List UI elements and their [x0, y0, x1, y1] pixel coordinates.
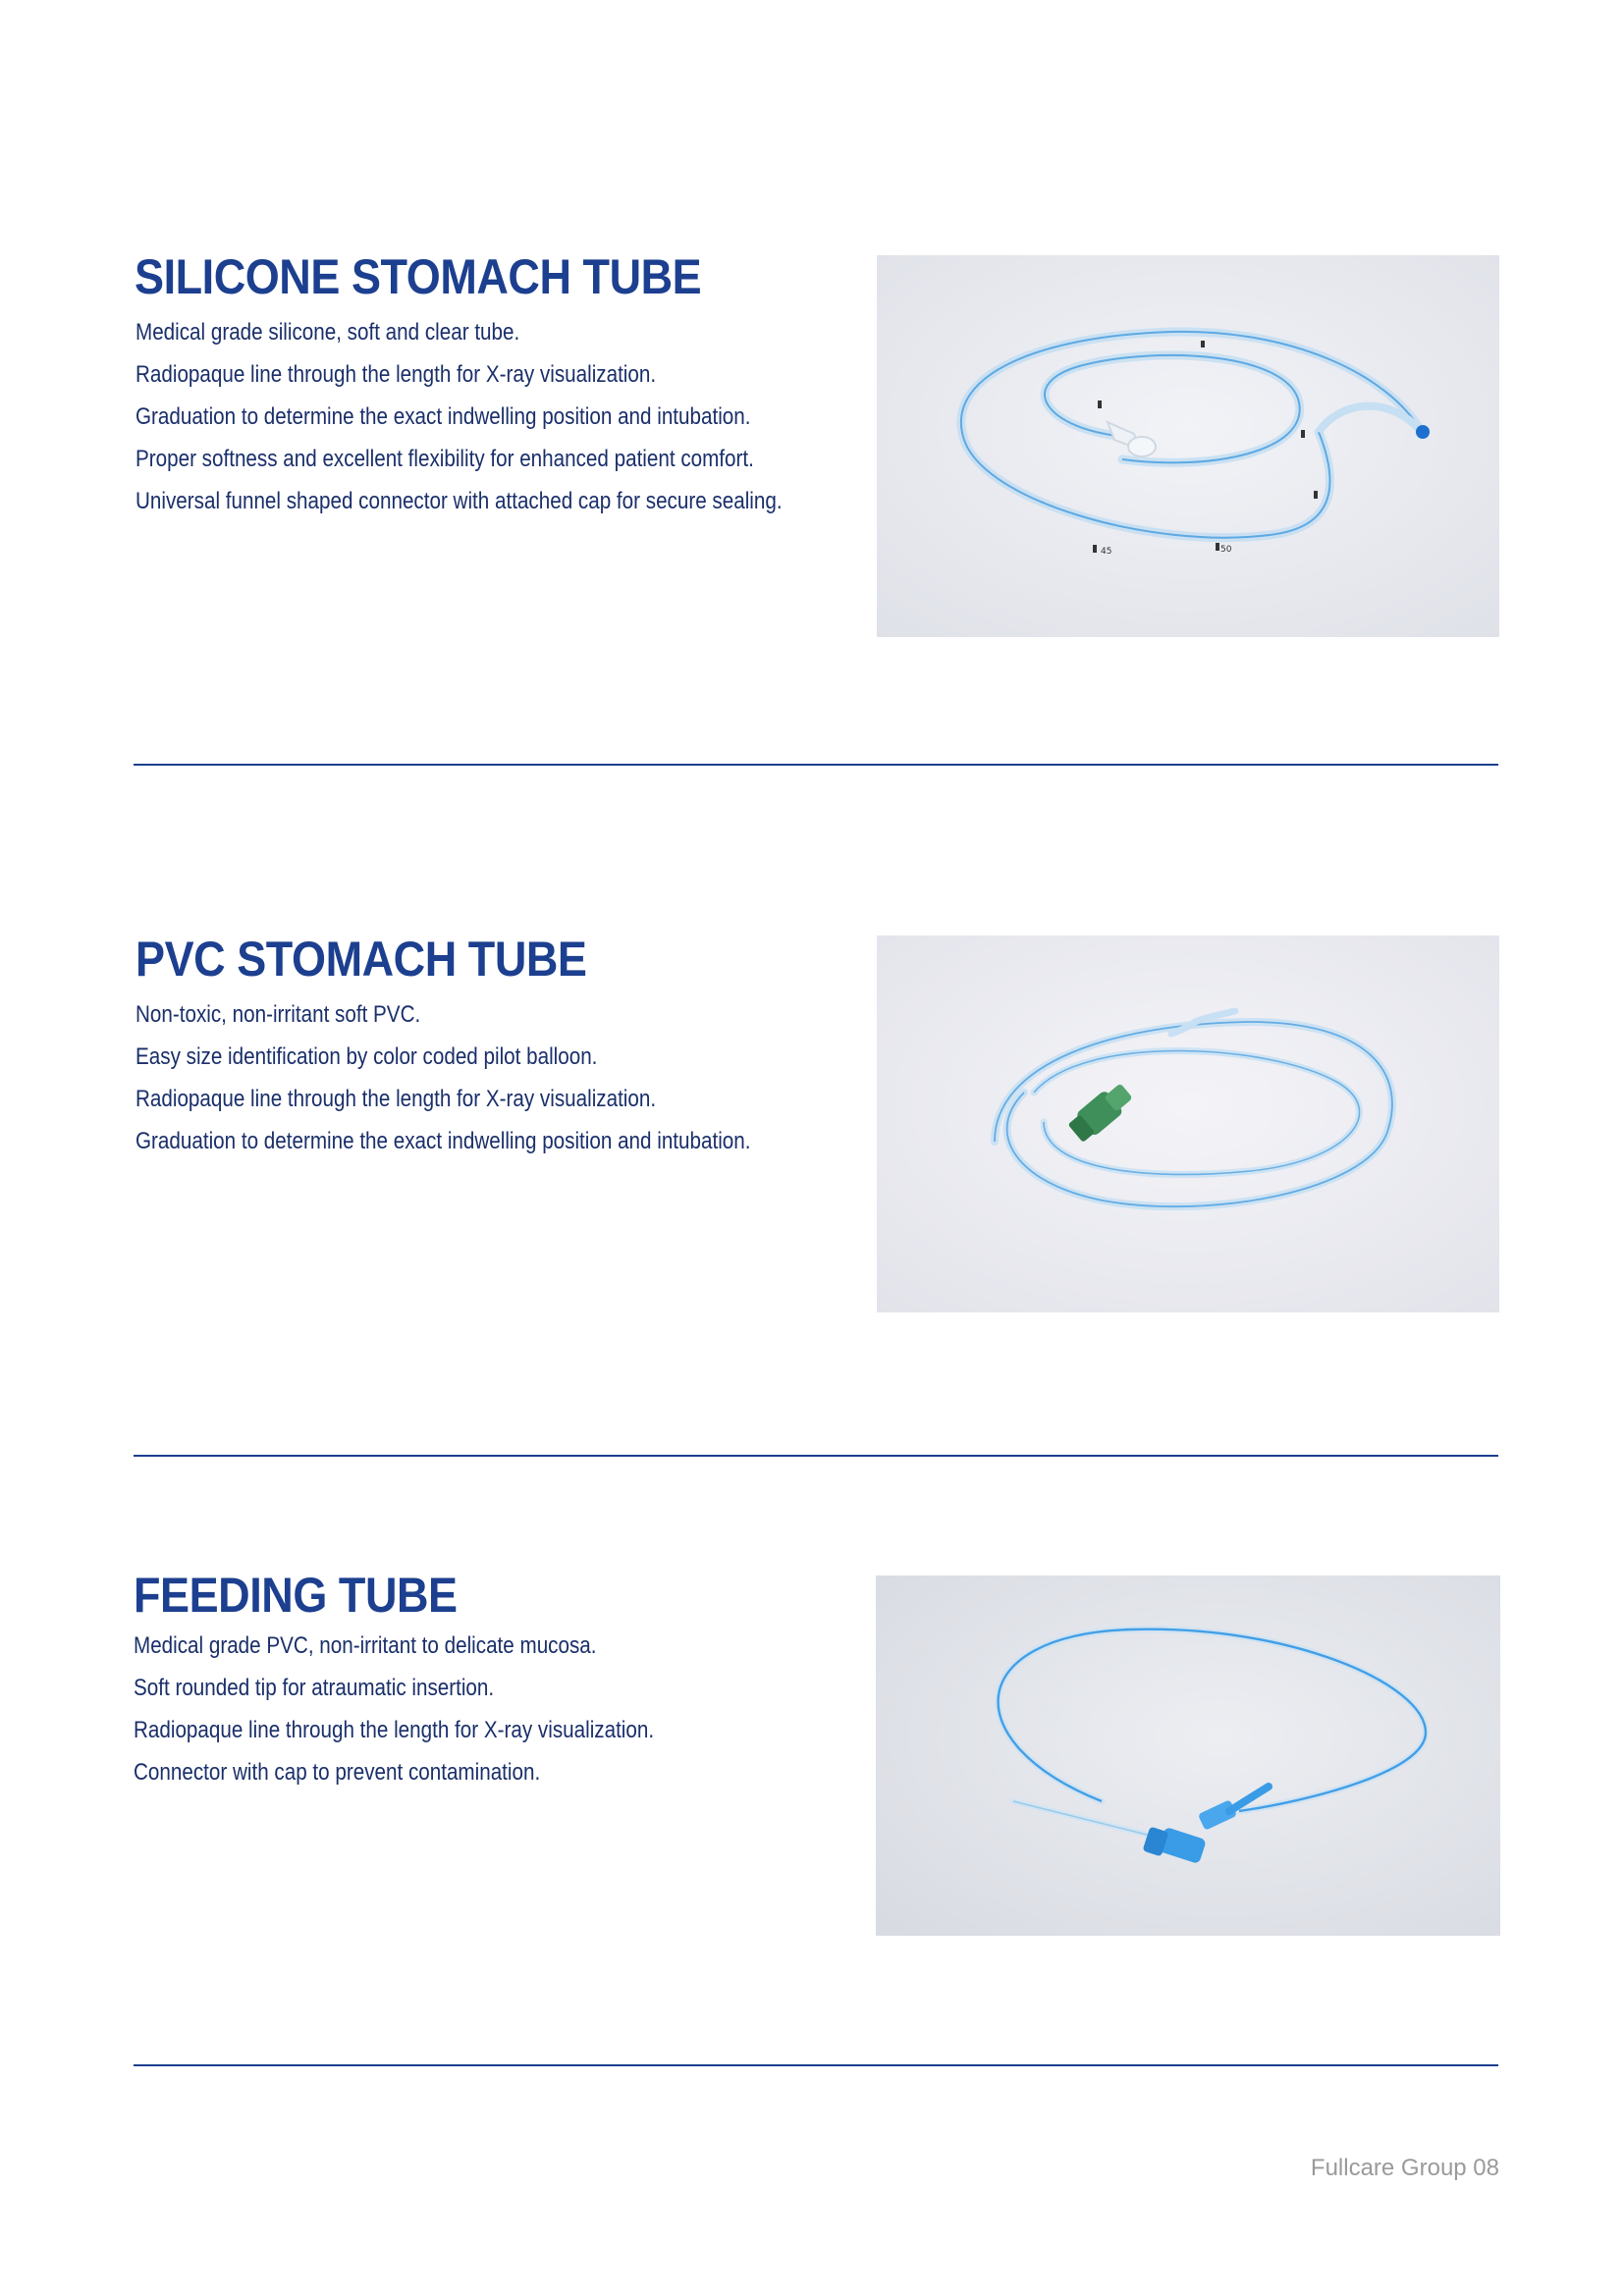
- feature-item: Medical grade PVC, non-irritant to delicate mucosa.: [134, 1632, 597, 1659]
- section-divider: [134, 2064, 1498, 2066]
- feature-item: Connector with cap to prevent contamination.: [134, 1759, 541, 1786]
- feature-item: Proper softness and excellent flexibility for enhanced patient comfort.: [135, 446, 754, 472]
- section-divider: [134, 764, 1498, 766]
- feature-item: Medical grade silicone, soft and clear tube.: [135, 319, 520, 346]
- tube-tip-icon: [1416, 425, 1430, 439]
- pvc-tube-illustration: [877, 935, 1499, 1312]
- feature-item: Radiopaque line through the length for X-ray visualization.: [135, 361, 657, 388]
- page-footer: Fullcare Group 08: [1310, 2155, 1499, 2181]
- product-photo-silicone-stomach-tube: [877, 255, 1499, 637]
- feature-list-feeding-tube: [134, 1625, 738, 1793]
- graduation-mark-label: 45: [1101, 547, 1112, 557]
- feature-item: Graduation to determine the exact indwelling position and intubation.: [135, 403, 751, 430]
- product-photo-pvc-stomach-tube: [877, 935, 1499, 1312]
- feeding-tube-illustration: [876, 1575, 1500, 1936]
- feature-item: Radiopaque line through the length for X-ray visualization.: [135, 1086, 657, 1112]
- feature-item: Radiopaque line through the length for X-ray visualization.: [134, 1717, 655, 1743]
- feature-item: Soft rounded tip for atraumatic insertion.: [134, 1675, 495, 1701]
- section-title-pvc-stomach-tube: PVC STOMACH TUBE: [135, 932, 587, 987]
- feature-list-pvc-stomach-tube: [135, 993, 850, 1162]
- feature-item: Easy size identification by color coded pilot balloon.: [135, 1043, 598, 1070]
- feature-item: Universal funnel shaped connector with attached cap for secure sealing.: [135, 488, 783, 514]
- feature-list-silicone-stomach-tube: [135, 311, 888, 522]
- product-photo-feeding-tube: [876, 1575, 1500, 1936]
- silicone-tube-illustration: [877, 255, 1499, 637]
- section-title-feeding-tube: FEEDING TUBE: [134, 1568, 458, 1623]
- section-title-silicone-stomach-tube: SILICONE STOMACH TUBE: [135, 249, 702, 304]
- feature-item: Non-toxic, non-irritant soft PVC.: [135, 1001, 421, 1028]
- feature-item: Graduation to determine the exact indwelling position and intubation.: [135, 1128, 751, 1154]
- graduation-mark-label: 50: [1220, 545, 1232, 555]
- section-divider: [134, 1455, 1498, 1457]
